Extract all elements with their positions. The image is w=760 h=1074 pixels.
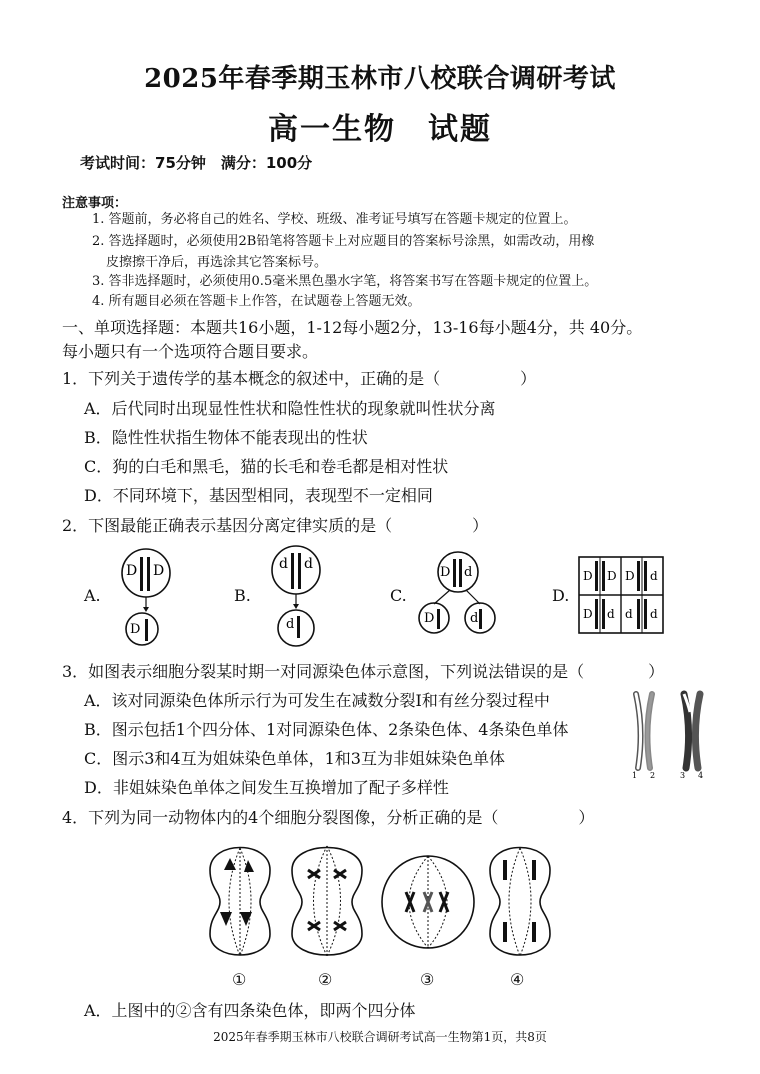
chromatid-label: 3 xyxy=(680,771,686,780)
notice-item: 皮擦擦干净后，再选涂其它答案标号。 xyxy=(106,255,328,270)
question-4-option-a: A．上图中的②含有四条染色体，即两个四分体 xyxy=(84,1001,416,1020)
cell-label: ③ xyxy=(420,970,435,989)
allele-label: D xyxy=(130,622,141,637)
question-1-option-d: D．不同环境下，基因型相同，表现型不一定相同 xyxy=(84,486,433,505)
question-1-option-c: C．狗的白毛和黑毛，猫的长毛和卷毛都是相对性状 xyxy=(84,457,449,476)
allele-label: D xyxy=(424,611,435,626)
cell-4 xyxy=(490,848,550,957)
allele-label: d xyxy=(286,617,295,632)
cell-3 xyxy=(382,856,474,948)
notice-item: 2. 答选择题时，必须使用2B铅笔将答题卡上对应题目的答案标号涂黑，如需改动，用橡 xyxy=(92,234,595,249)
allele-label: D xyxy=(440,565,451,580)
q4-cell-figures xyxy=(200,830,580,972)
chromatid-label: 1 xyxy=(632,771,638,780)
section-note: 每小题只有一个选项符合题目要求。 xyxy=(62,342,319,361)
question-1-stem: 1．下列关于遗传学的基本概念的叙述中，正确的是（ ） xyxy=(62,369,537,388)
allele-label: D xyxy=(625,569,635,583)
q2-label-a: A. xyxy=(84,586,101,605)
q2-figure-c xyxy=(416,550,500,640)
allele-label: d xyxy=(650,607,658,621)
allele-label: d xyxy=(279,556,288,572)
allele-label: D xyxy=(583,569,593,583)
notice-heading: 注意事项： xyxy=(62,196,128,211)
q2-figure-a xyxy=(108,545,188,655)
q2-label-b: B. xyxy=(234,586,251,605)
allele-label: d xyxy=(607,607,615,621)
question-2-stem: 2．下图最能正确表示基因分离定律实质的是（ ） xyxy=(62,516,489,535)
question-4-stem: 4．下列为同一动物体内的4个细胞分裂图像，分析正确的是（ ） xyxy=(62,808,595,827)
question-1-option-b: B．隐性性状指生物体不能表现出的性状 xyxy=(84,428,368,447)
allele-label: D xyxy=(153,563,165,579)
subject-title: 高一生物 试题 xyxy=(268,112,492,147)
chromatid-label: 2 xyxy=(650,771,656,780)
allele-label: d xyxy=(304,556,313,572)
q2-figure-d xyxy=(578,556,664,634)
cell-2 xyxy=(292,846,362,956)
allele-label: D xyxy=(583,607,593,621)
question-3-option-a: A．该对同源染色体所示行为可发生在减数分裂Ⅰ和有丝分裂过程中 xyxy=(84,691,550,710)
question-1-option-a: A．后代同时出现显性性状和隐性性状的现象就叫性状分离 xyxy=(84,399,496,418)
question-3-stem: 3．如图表示细胞分裂某时期一对同源染色体示意图，下列说法错误的是（ ） xyxy=(62,662,665,681)
q3-homologous-chromosomes xyxy=(624,690,714,780)
question-3-option-c: C．图示3和4互为姐妹染色单体，1和3互为非姐妹染色单体 xyxy=(84,749,505,768)
notice-item: 4. 所有题目必须在答题卡上作答，在试题卷上答题无效。 xyxy=(92,294,421,309)
allele-label: D xyxy=(607,569,617,583)
allele-label: d xyxy=(625,607,633,621)
notice-item: 1. 答题前，务必将自己的姓名、学校、班级、准考证号填写在答题卡规定的位置上。 xyxy=(92,212,577,227)
question-3-option-d: D．非姐妹染色单体之间发生互换增加了配子多样性 xyxy=(84,778,449,797)
cell-label: ④ xyxy=(510,970,525,989)
allele-label: d xyxy=(470,611,479,626)
q2-figure-b xyxy=(262,540,342,658)
cell-label: ① xyxy=(232,970,247,989)
exam-title: 2025年春季期玉林市八校联合调研考试 xyxy=(144,64,616,94)
q2-label-d: D. xyxy=(552,586,570,605)
question-3-option-b: B．图示包括1个四分体、1对同源染色体、2条染色体、4条染色单体 xyxy=(84,720,569,739)
q2-label-c: C. xyxy=(390,586,407,605)
page-footer: 2025年春季期玉林市八校联合调研考试高一生物第1页，共8页 xyxy=(213,1030,547,1044)
allele-label: d xyxy=(650,569,658,583)
section-heading: 一、单项选择题：本题共16小题，1-12每小题2分，13-16每小题4分，共 40分。 xyxy=(62,318,643,337)
cell-1 xyxy=(210,848,270,957)
exam-meta: 考试时间：75分钟 满分：100分 xyxy=(80,154,313,172)
notice-item: 3. 答非选择题时，必须使用0.5毫米黑色墨水字笔，将答案书写在答题卡规定的位置上。 xyxy=(92,274,598,289)
allele-label: d xyxy=(464,565,473,580)
allele-label: D xyxy=(126,563,138,579)
chromatid-label: 4 xyxy=(698,771,704,780)
cell-label: ② xyxy=(318,970,333,989)
